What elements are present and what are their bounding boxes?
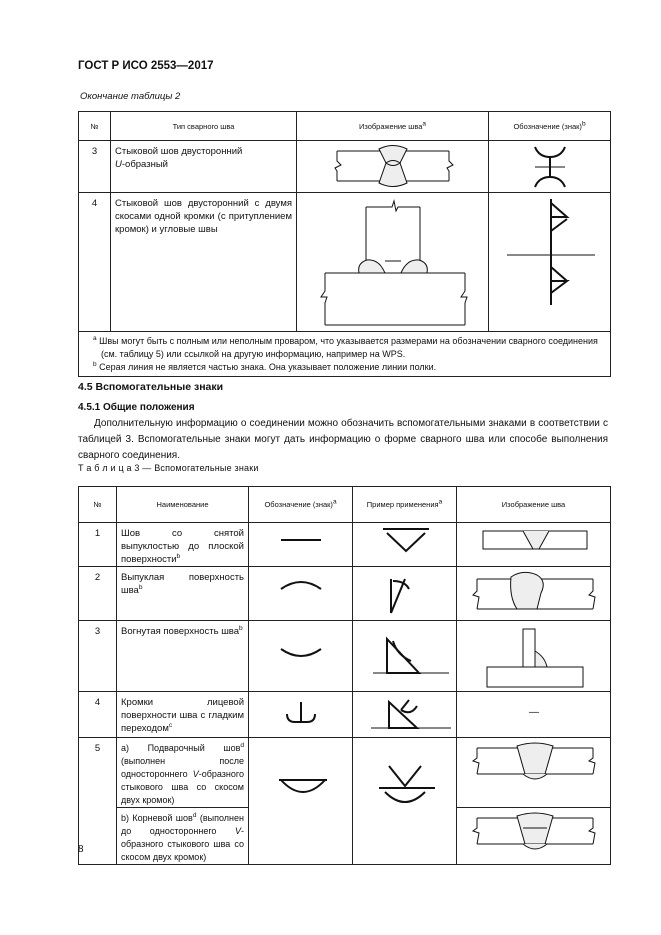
col-header-image: Изображение шва	[457, 487, 611, 523]
row-type: Стыковой шов двусторонний U-образный	[111, 141, 297, 193]
row-name: Шов со снятой выпуклостью до плоской поверхности$^b$	[117, 523, 249, 567]
col-header-type: Тип сварного шва	[111, 112, 297, 141]
table-row	[79, 193, 611, 332]
section-paragraph: Дополнительную информацию о соединении можно обозначить вспомогательными знаками в соответствии с таблицей 3. Вспомогательные знаки могут дать информацию о форме сварного шва или способе выполнения сварного соединения.	[78, 418, 608, 461]
footnote-a: Швы могут быть с полным или неполным проваром, что указывается размерами на обозначении сварного соединения (см. таблицу 5) или ссылкой на другую информацию, например на WPS.	[99, 336, 598, 359]
symbol	[249, 738, 353, 865]
weld-symbol	[489, 193, 611, 332]
example	[353, 523, 457, 567]
row-number: 1	[79, 523, 117, 567]
subsection-heading: 4.5.1 Общие положения	[78, 402, 195, 413]
table-row	[79, 523, 611, 567]
col-header-image: Изображение шва$^a$	[297, 112, 489, 141]
col-header-number: №	[79, 487, 117, 523]
table2-footnotes: $^a$ Швы могут быть с полным или неполным проваром, что указывается размерами на обозначении сварного соединения (см. таблицу 5) или ссылкой на другую информацию, например на WPS. $^b$ Серая линия не является частью знака. Она указывает положение линии полки.	[79, 332, 611, 377]
col-header-example: Пример применения$^a$	[353, 487, 457, 523]
row-name: Выпуклая поверхность шва$^b$	[117, 567, 249, 621]
row-number: 5	[79, 738, 117, 865]
section-heading: 4.5 Вспомогательные знаки	[78, 381, 224, 393]
weld-image	[457, 567, 611, 621]
col-header-symbol: Обозначение (знак)$^a$	[249, 487, 353, 523]
weld-symbol	[489, 141, 611, 193]
row-number: 3	[79, 621, 117, 692]
symbol	[249, 523, 353, 567]
row-number: 3	[79, 141, 111, 193]
symbol	[249, 567, 353, 621]
symbol	[249, 692, 353, 738]
weld-image	[457, 808, 611, 865]
empty-mark: —	[529, 707, 539, 718]
row-number: 4	[79, 692, 117, 738]
table2-caption: Окончание таблицы 2	[80, 91, 181, 102]
symbol	[249, 621, 353, 692]
example	[353, 621, 457, 692]
weld-image	[457, 692, 611, 738]
row-name: Кромки лицевой поверхности шва с гладким переходом$^c$	[117, 692, 249, 738]
table-row	[79, 621, 611, 692]
table-2	[78, 111, 611, 377]
table-row	[79, 141, 611, 193]
footnote-b: Серая линия не является частью знака. Она указывает положение линии полки.	[99, 362, 437, 372]
row-number: 4	[79, 193, 111, 332]
col-header-number: №	[79, 112, 111, 141]
table-row	[79, 692, 611, 738]
document-header: ГОСТ Р ИСО 2553—2017	[78, 60, 214, 72]
weld-image	[457, 738, 611, 808]
table-row	[79, 567, 611, 621]
col-header-symbol: Обозначение (знак)$^b$	[489, 112, 611, 141]
table-3	[78, 486, 611, 865]
example	[353, 738, 457, 865]
col-header-name: Наименование	[117, 487, 249, 523]
weld-image	[297, 193, 489, 332]
row-type: Стыковой шов двусторонний с двумя скосами одной кромки (с притуплением кромок) и угловые швы	[111, 193, 297, 332]
row-name-b: b) Корневой шов$^d$ (выполнен до одностороннего V-образного стыкового шва со скосом двух кромок)	[117, 808, 249, 865]
weld-image	[297, 141, 489, 193]
row-number: 2	[79, 567, 117, 621]
table-row	[79, 738, 611, 808]
example	[353, 567, 457, 621]
page-number: 8	[78, 844, 84, 855]
example	[353, 692, 457, 738]
row-name: Вогнутая поверхность шва$^b$	[117, 621, 249, 692]
row-name-a: а) Подварочный шов$^d$ (выполнен после одностороннего V-образного стыкового шва со скосом двух кромок)	[117, 738, 249, 808]
table3-caption: Т а б л и ц а 3 — Вспомогательные знаки	[78, 463, 259, 473]
weld-image	[457, 621, 611, 692]
weld-image	[457, 523, 611, 567]
